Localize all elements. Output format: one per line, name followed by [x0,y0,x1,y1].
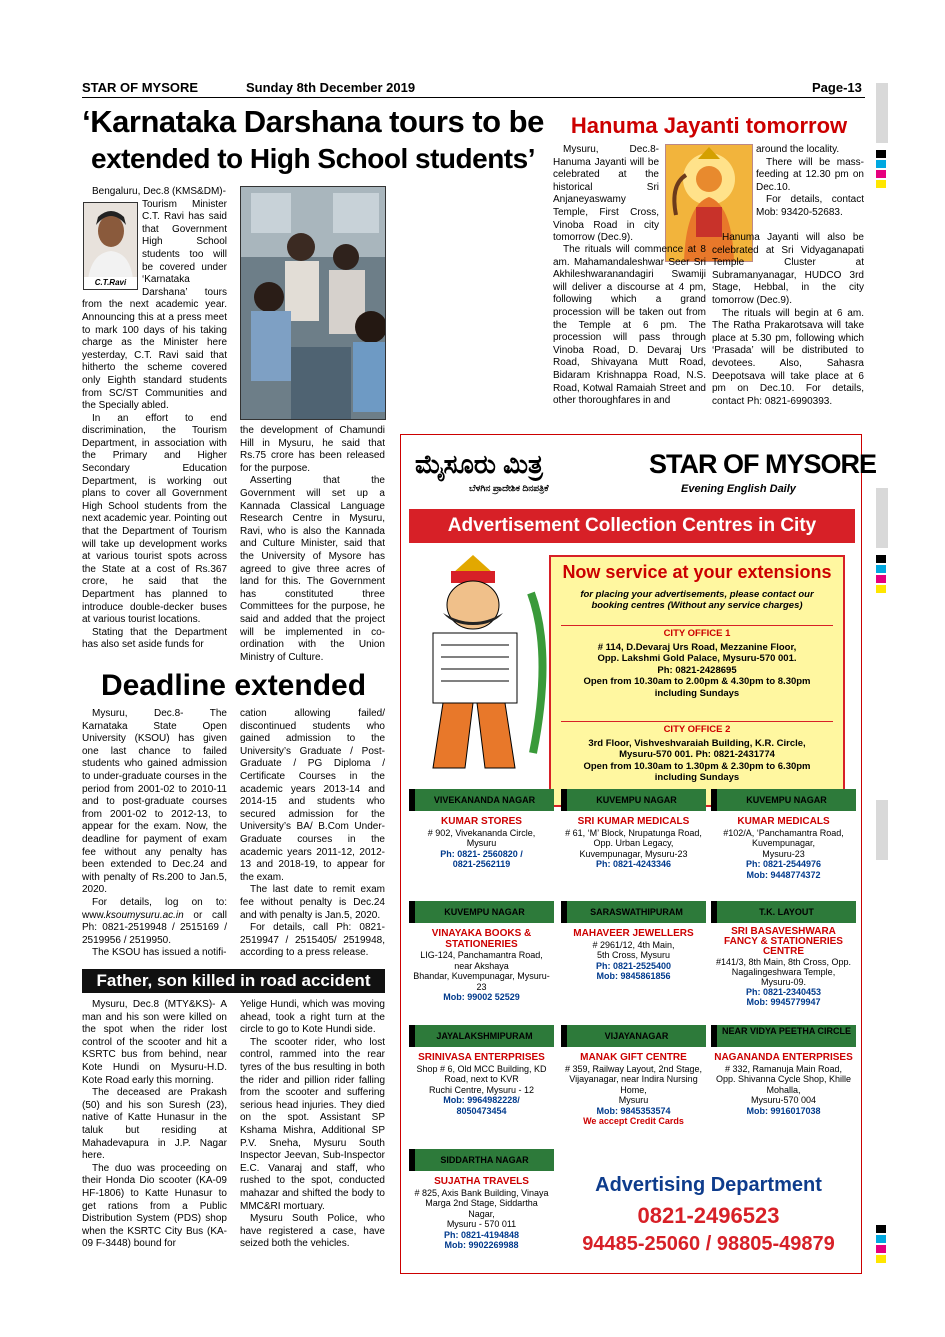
office-line: # 114, D.Devaraj Urs Road, Mezzanine Floor, [597,641,797,653]
centre-area: SARASWATHIPURAM [561,901,706,923]
office-line: 3rd Floor, Vishveshvaraiah Building, K.R. Circle, [588,737,806,749]
advertising-dept-mobiles: 94485-25060 / 98805-49879 [582,1233,835,1255]
registration-swatch [876,1255,886,1263]
story4-para: The deceased are Prakash (50) and his son Suresh (23), native of Katte Hunasur in the taluk but residing at Mahadevapura in J.P. Nagar here. [82,1087,227,1162]
english-tagline: Evening English Daily [681,483,796,495]
registration-swatch [876,150,886,158]
story2-column2 [712,232,864,408]
centre-phone: 8050473454 [456,1105,507,1116]
registration-swatch [876,1225,886,1233]
centre-phone: 0821-2562119 [452,859,511,869]
centre-area: T.K. LAYOUT [711,901,856,923]
centre-area: VIJAYANAGAR [561,1025,706,1047]
story4-para: Mysuru, Dec.8 (MTY&KS)- A man and his son were killed on the spot when the rider lost control of the scooter and hit a KSRTC bus from behind, near Kote Hundi on Mysuru-H.D. Kote Road early this morning. [82,999,227,1086]
office-line: Ph: 0821-2428695 [657,664,737,676]
story2-column1-lower [553,244,706,408]
story1-headline-line2: extended to High School students’ [91,143,535,174]
office-name: CITY OFFICE 2 [663,724,731,735]
centre-card [561,901,706,1005]
centre-shop: SUJATHA TRAVELS [434,1176,529,1187]
kannada-logo: ಮೈಸೂರು ಮಿತ್ರ [415,449,543,479]
registration-swatch [876,565,886,573]
office-line: Open from 10.30am to 2.00pm & 4.30pm to 8.30pm [583,676,811,687]
centre-address: # 902, Vivekananda Circle, [427,827,536,838]
city-office-2 [561,721,833,784]
centre-address: Mysuru [618,1095,649,1105]
centre-address: Mysuru [466,838,497,848]
story2-headline: Hanuma Jayanti tomorrow [570,113,848,138]
centre-address: #102/A, ‘Panchamantra Road, Kuvempunagar, [723,827,844,848]
centre-phone: Ph: 0821- 2560820 / [440,848,523,859]
centre-area: KUVEMPU NAGAR [711,789,856,811]
centre-address: # 332, Ramanuja Main Road, Opp. Shivanna Cycle Shop, Khille Mohalla, [715,1063,852,1095]
registration-swatch [876,160,886,168]
centre-shop: SRINIVASA ENTERPRISES [418,1052,545,1063]
edge-bar [876,800,888,860]
centre-area: KUVEMPU NAGAR [409,901,554,923]
story4-para: Yelige Hundi, which was moving ahead, took a right turn at the circle to go to Kote Hundi side. [240,999,385,1036]
centre-address: Mysuru-570 004 [750,1095,817,1105]
centre-phone: Ph: 0821-2525400 [595,960,672,971]
centre-card [711,789,856,893]
office-line: Opp. Lakshmi Gold Palace, Mysuru-570 001. [597,653,797,664]
centre-address: #141/3, 8th Main, 8th Cross, Opp. Nagalingeshwara Temple, [715,957,852,977]
extension-service-box [549,555,845,807]
registration-swatch [876,575,886,583]
story1-headline-line1: ‘Karnataka Darshana tours to be [82,104,544,139]
centre-address: 5th Cross, Mysuru [596,950,671,960]
story2-para: For details, contact Mob: 93420-52683. [756,194,864,218]
centre-shop: VINAYAKA BOOKS & STATIONERIES [431,928,532,950]
students-photo-illustration [241,187,385,419]
ad-banner: Advertisement Collection Centres in City [409,509,855,543]
story4-para: The duo was proceeding on their Honda Dio scooter (KA-09 HF-1806) to Katte Hunasur to get rations from a Public Distribution System (PDS) shop when the KSRTC City Bus (KA-09 F-3448) bound for [82,1162,227,1250]
office-line: including Sundays [654,772,740,783]
office-line: Open from 10.30am to 1.30pm & 2.30pm to 6.30pm [583,760,811,772]
story2-para: Hanuma Jayanti will also be celebrated at Sri Vidyaganapati Temple Cluster at Subramanyanagar, HUDCO 3rd Stage, Hebbal, in the city tomorrow (Dec.9). [712,232,864,306]
students-bus-photo [240,186,386,420]
centre-card [561,789,706,893]
page-number: Page-13 [812,80,862,95]
centre-address: LIG-124, Panchamantra Road, near Akshaya [420,950,543,971]
centre-phone: Mob: 9964982228/ [443,1095,520,1105]
story3-column1 [82,708,227,960]
story1-column1 [82,186,227,652]
centre-shop: KUMAR MEDICALS [737,816,830,827]
centre-shop: MAHAVEER JEWELLERS [573,928,694,939]
centre-phone: Mob: 9448774372 [746,869,821,880]
story1-para: Tourism Minister C.T. Ravi has said that Government High School students too will be covered under ‘Karnataka Darshana’ tours from the next academic year. Announcing this at a press meet to mark 100 days of his taking charge as the Minister here yesterday, C.T. Ravi said that hitherto the scheme covered only Eighth standard students from SC/ST Communities and the Specially abled. [82,198,227,412]
centre-address: # 61, ‘M’ Block, Nrupatunga Road, Opp. Urban Legacy, [565,827,702,848]
story3-text: For details, log on to: www. [82,896,227,921]
story3-headline: Deadline extended [100,669,367,702]
story3-text: or call Ph: 0821-2519948 / 2515169 / 2519956 / 2519950. [82,909,227,946]
centre-address: Bhandar, Kuvempunagar, Mysuru-23 [413,971,550,992]
centre-phone: Mob: 9945779947 [746,997,821,1007]
header-rule [82,97,865,98]
story1-para: Asserting that the Government will set up a Kannada Classical Language Research Centre in Mysuru, Ravi, who is also the Kannada and Culture Minister, said that the University of Mysore has agreed to give three acres of land for this. The Government has constituted three Committees for the purpose, he said and added that the project will be implemented in co-ordination with the Union Ministry of Culture. [240,475,385,663]
story3-para: The KSOU has issued a notifi- [92,947,227,959]
centre-card [561,1025,706,1129]
story2-para: The rituals will commence at 8 am. Mahamandaleshwar Seer Sri Akhileshwaranandagiri Swamiji will deliver a discourse at 4 pm, following which a grand procession will be taken out from the Temple at 6 pm. The procession will pass through Vinoba Road, D. Devaraj Urs Road, Shivayana Mutt Road, Bidaram Krishnappa Road, N.S. Road, Kotwal Ramaiah Street and other thoroughfares in and [553,244,706,407]
kannada-tagline: ಬೆಳಗಿನ ಪ್ರಾದೇಶಿಕ ದಿನಪತ್ರಿಕೆ [469,483,549,493]
centre-phone: Ph: 0821-2544976 [745,859,822,869]
paper-name: STAR OF MYSORE [82,80,199,95]
story3-para: cation allowing failed/ discontinued students who gained admission to the University’s Graduate / Post-Graduate / PG Diploma / Certificate Courses in the academic years 2013-14 and 2014-15 and students who secured admission for the University’s BA/ B.Com Under-Graduate courses in the academic years 2011-12, 2012-13 and 2018-19, to appear for the exam. [240,708,385,883]
centre-address: Ruchi Centre, Mysuru - 12 [428,1084,535,1095]
story4-column1 [82,999,227,1251]
registration-swatch [876,585,886,593]
story2-para: around the locality. [756,144,840,155]
registration-swatch [876,170,886,178]
story4-column2 [240,999,385,1251]
registration-swatch [876,1235,886,1243]
story3-para: For details, call Ph: 0821-2519947 / 2515405/ 2519948, according to a press release. [240,922,385,959]
centre-address: Kuvempunagar, Mysuru-23 [579,848,688,859]
centre-card [409,1149,554,1261]
centre-card [409,1025,554,1129]
extension-title: Now service at your extensions [562,562,832,582]
advertising-dept-phone: 0821-2496523 [637,1203,780,1228]
centre-phone: Mob: 9845353574 [596,1105,671,1116]
newspaper-reader-icon [413,553,553,778]
story3-para: Mysuru, Dec.8- The Karnataka State Open University (KSOU) has given one last chance to failed students who gained admission to under-graduate courses in the period from 2001-02 to 2010-11 and to post-graduate courses from 2001-02 to 2012-13, to appear for the exam. Now, the deadline for payment of exam fee without any penalty has been extended to Dec.24 and with penalty of Rs.200 to Jan.5, 2020. [82,708,227,896]
story1-para: Stating that the Department has also set aside funds for [82,626,227,651]
centre-area: SIDDARTHA NAGAR [409,1149,554,1171]
story2-column1 [553,144,659,245]
city-office-1 [561,625,833,699]
story3-para: The last date to remit exam fee without penalty is Dec.24 and with penalty is Jan.5, 2020. [240,884,385,921]
centre-address: # 359, Railway Layout, 2nd Stage, Vijayanagar, near Indira Nursing Home, [564,1063,703,1095]
centre-phone: Mob: 9845861856 [596,971,671,981]
story3-column2 [240,708,385,960]
story2-para: The rituals will begin at 6 am. The Ratha Prakarotsava will take place at 5.30 pm, following which ‘Prasada’ will be distributed to devotees. Also, Sahasra Deepotsava will take place at 6 pm on Dec.10. For details, contact Ph: 0821-6990393. [712,307,864,407]
centre-phone: Ph: 0821-4194848 [443,1229,520,1240]
story1-column2 [240,425,385,664]
story4-headline: Father, son killed in road accident [82,969,385,993]
centre-shop: SRI KUMAR MEDICALS [577,816,690,827]
story1-para: In an effort to end discrimination, the Tourism Department, in association with the Primary and Higher Secondary Education Department, is working out plans to cover all Government High School students from the next academic year. Pointing out that the Department of Tourism will take up development works at various tourist spots across the State at a cost of Rs.367 crore, he said that the Department has planned to introduce double-decker buses at various tourist locations. [82,412,227,626]
centre-area: NEAR VIDYA PEETHA CIRCLE [711,1025,856,1047]
issue-date: Sunday 8th December 2019 [246,80,416,95]
centre-area: KUVEMPU NAGAR [561,789,706,811]
centre-area: VIVEKANANDA NAGAR [409,789,554,811]
photo-caption: C.T.Ravi [84,277,137,289]
edge-bar [876,488,888,548]
registration-swatch [876,555,886,563]
centre-shop: KUMAR STORES [441,816,522,827]
cartoon-illustration [413,553,553,778]
centre-address: Mysuru-09. [760,977,806,987]
office-line: including Sundays [654,687,740,699]
centre-phone: Ph: 0821-2340453 [745,987,822,997]
centre-address: Mysuru - 570 011 [446,1219,517,1229]
story2-para: There will be mass-feeding at 12.30 pm on Dec.10. [756,156,864,193]
centre-address: Shop # 6, Old MCC Building, KD Road, next to KVR [416,1063,547,1084]
advertisement-box [400,434,877,1274]
story4-para: The scooter rider, who lost control, rammed into the rear tyres of the bus resulting in both the rider and pillion rider falling from the scooter and suffering serious head injuries. They died on the spot. Assistant SP Kshama Mishra, Additional SP P.V. Sneha, Mysuru South Inspector Jeevan, Sub-Inspector E.C. Vanaraj and staff, who rushed to the spot, conducted mahazar and shifted the body to MMC&RI mortuary. [240,1036,385,1212]
centre-phone: Ph: 0821-4243346 [595,859,672,869]
centre-shop: SRI BASAVESHWARA FANCY & STATIONERIES CENTRE [724,926,843,957]
photo-float-spacer [82,199,142,291]
credit-card-note: We accept Credit Cards [583,1116,684,1126]
centre-shop: NAGANANDA ENTERPRISES [714,1052,853,1063]
centre-card [711,1025,856,1129]
story4-para: Mysuru South Police, who have registered a case, have seized both the vehicles. [240,1213,385,1250]
centre-address: Mysuru-23 [762,848,805,859]
centre-address: # 825, Axis Bank Building, Vinaya Marga 2nd Stage, Siddartha Nagar, [414,1187,549,1219]
centre-card [711,901,856,1005]
office-line: Mysuru-570 001. Ph: 0821-2431774 [619,749,775,760]
story3-para [82,897,227,947]
story2-column2-upper [756,144,864,220]
centre-phone: Mob: 99002 52529 [443,992,520,1002]
registration-swatch [876,1245,886,1253]
extension-subtitle: for placing your advertisements, please contact our [580,589,814,600]
ksou-website-link[interactable]: ksoumysuru.ac.in [105,909,184,921]
office-name: CITY OFFICE 1 [663,628,731,639]
centre-card [409,789,554,893]
centre-phone: Mob: 9902269988 [444,1240,519,1250]
extension-subtitle: booking centres (Without any service charges) [591,600,803,611]
advertising-dept-title: Advertising Department [595,1174,822,1196]
centre-address: # 2961/12, 4th Main, [592,939,675,950]
english-logo: STAR OF MYSORE [649,449,877,479]
story1-dateline: Bengaluru, Dec.8 (KMS&DM)- [92,186,226,197]
centre-card [409,901,554,1005]
edge-bar [876,83,888,143]
registration-swatch [876,180,886,188]
story2-para: Mysuru, Dec.8- Hanuma Jayanti will be celebrated at the historical Sri Anjaneyaswamy Temple, First Cross, Vinoba Road in city tomorrow (Dec.9). [553,144,659,244]
story1-para: the development of Chamundi Hill in Mysuru, he said that Rs.75 crore has been released for the purpose. [240,425,385,474]
centre-shop: MANAK GIFT CENTRE [580,1052,687,1063]
centre-area: JAYALAKSHMIPURAM [409,1025,554,1047]
centre-phone: Mob: 9916017038 [746,1105,821,1116]
